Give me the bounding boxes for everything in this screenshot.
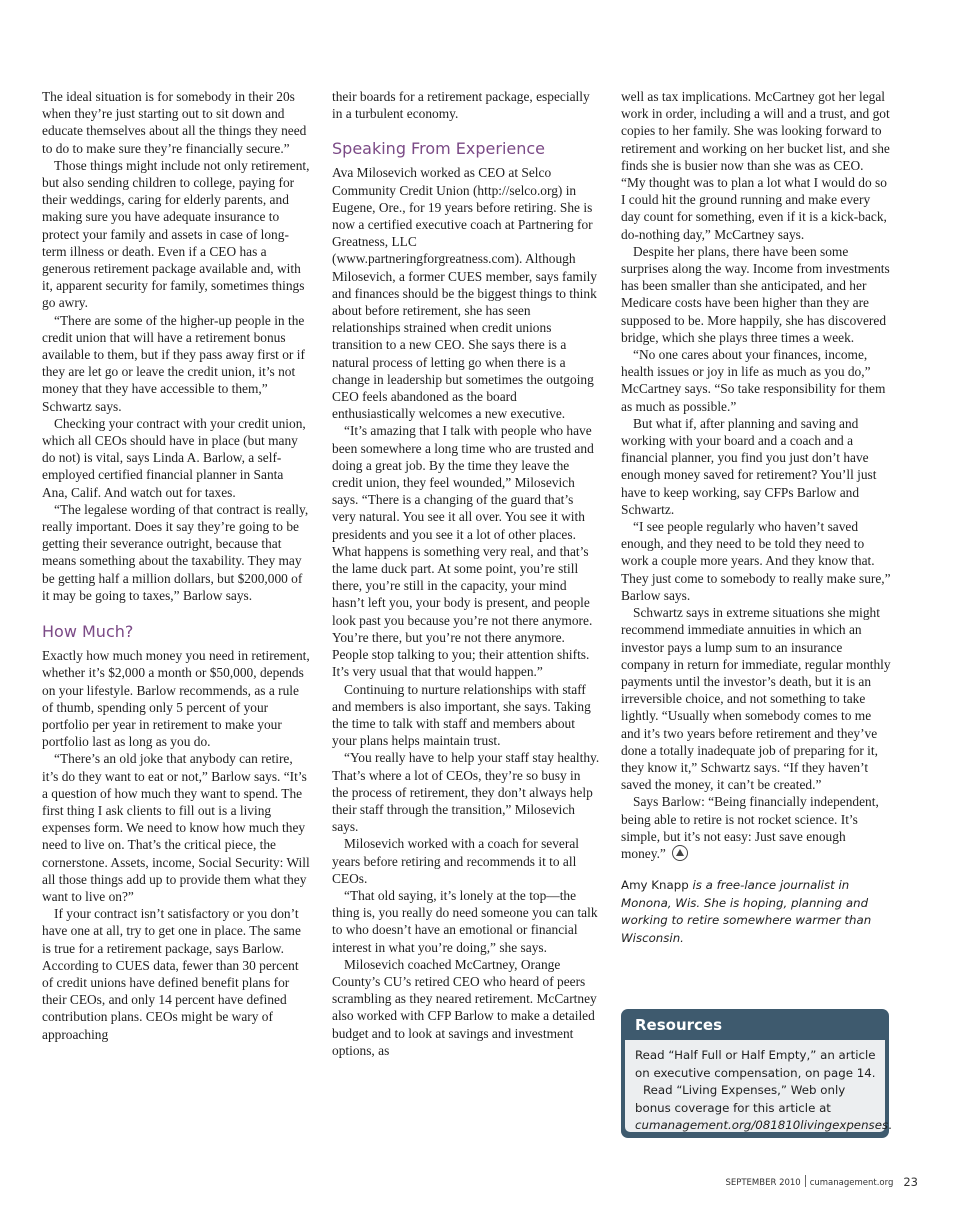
cues-end-mark-icon bbox=[672, 845, 688, 861]
paragraph: But what if, after planning and saving and working with your board and a coach and a financial planner, you find you just don’t have enough money saved for retirement? You’ll just have to keep working, say CFPs Barlow and Schwartz. bbox=[621, 415, 877, 517]
column-2 bbox=[332, 88, 600, 1059]
paragraph: Despite her plans, there have been some surprises along the way. Income from investments has been smaller than she anticipated, and her Medicare costs have been higher than they are supposed to be. More happily, she has discovered bridge, which she plays three times a week. bbox=[621, 243, 890, 345]
resources-body bbox=[625, 1040, 892, 1132]
paragraph: Exactly how much money you need in retirement, whether it’s $2,000 a month or $50,000, depends on your lifestyle. Barlow recommends, as a rule of thumb, spending only 5 percent of your portfolio per year in retirement to make your portfolio last as long as you do. bbox=[42, 648, 310, 750]
paragraph: If your contract isn’t satisfactory or you don’t have one at all, try to get one in place. The same is true for a retirement package, says Barlow. According to CUES data, fewer than 30 percent of credit unions have defined benefit plans for their CEOs, and only 14 percent have defined contribution plans. CEOs might be wary of approaching bbox=[42, 906, 301, 1042]
paragraph: “No one cares about your finances, income, health issues or joy in life as much as you do,” McCartney says. “So take responsibility for them as much as possible.” bbox=[621, 347, 886, 414]
page-number: 23 bbox=[903, 1175, 918, 1189]
paragraph: “It’s amazing that I talk with people who have been somewhere a long time who are trusted and doing a great job. By the time they leave the credit union, they feel wounded,” Milosevich says. “There is a changing of the guard that’s very natural. You see it all over. You see it with presidents and you see it a lot of other places. What happens is something very real, and that’s the lame duck part. At some point, you’re still there, you’re still in the capacity, your mind hasn’t left you, your body is present, and people look past you because you’re not there anymore. You’re there, but you’re not there anymore. People stop talking to you; their attention shifts. It’s very usual that that would happen.” bbox=[332, 423, 594, 680]
paragraph: Schwartz says in extreme situations she might recommend immediate annuities in which an investor pays a lump sum to an insurance company in return for immediate, regular monthly payments until the investor’s death, but it is an irreversible choice, and not something to take lightly. “Usually when somebody comes to me and it’s two years before retirement and they’ve done a totally inadequate job of preparing for it, they know it,” Schwartz says. “If they haven’t saved the money, it can’t be created.” bbox=[621, 605, 891, 793]
paragraph: Milosevich worked with a coach for several years before retiring and recommends it to all CEOs. bbox=[332, 836, 579, 886]
column-3 bbox=[621, 88, 891, 947]
footer-separator bbox=[805, 1175, 806, 1187]
paragraph: Those things might include not only retirement, but also sending children to college, paying for their weddings, caring for elderly parents, and making sure you have adequate insurance to protect your family and assets in case of long-term illness or death. Even if a CEO has a generous retirement package available and, with it, apparent security for family, sometimes things go awry. bbox=[42, 157, 310, 311]
author-bio bbox=[621, 877, 891, 947]
paragraph: Checking your contract with your credit union, which all CEOs should have in place (but many do not) is vital, says Linda A. Barlow, a self-employed certified financial planner in Santa Ana, Calif. And watch out for taxes. bbox=[42, 415, 306, 500]
paragraph: “The legalese wording of that contract is really, really important. Does it say they’re going to be getting their severance outright, because that means something about the taxability. They may be getting half a million dollars, but $200,000 of it may be going to taxes,” Barlow says. bbox=[42, 501, 309, 603]
paragraph: Ava Milosevich worked as CEO at Selco Community Credit Union (http://selco.org) in Eugene, Ore., for 19 years before retiring. She is now a certified executive coach at Partnering for Greatness, LLC (www.partneringforgreatness.com). Although Milosevich, a former CUES member, says family and finances should be the biggest things to think about before retirement, she has seen relationships strained when credit unions transition to a new CEO. She says there is a natural process of letting go when there is a change in leadership but sometimes the outgoing CEO feels abandoned as the board enthusiastically welcomes a new executive. bbox=[332, 165, 597, 422]
paragraph: well as tax implications. McCartney got her legal work in order, including a will and a trust, and got copies to her family. She was looking forward to retirement and working on her bucket list, and she finds she is busier now than she was as CEO. “My thought was to plan a lot what I would do so I could hit the ground running and make every day count for something, even if it is a kick-back, do-nothing day,” McCartney says. bbox=[621, 89, 890, 242]
section-heading-how-much: How Much? bbox=[42, 622, 134, 642]
paragraph: “There’s an old joke that anybody can retire, it’s do they want to eat or not,” Barlow says. “It’s a question of how much they want to spend. The first thing I ask clients to fill out is a living expenses form. We need to know how much they need to live on. That’s the critical piece, the cornerstone. Assets, income, Social Security: Will all those things add up to provide them what they want to live on?” bbox=[42, 751, 310, 904]
resources-line-2 bbox=[635, 1082, 892, 1135]
paragraph: “I see people regularly who haven’t saved enough, and they need to be told they need to work a couple more years. And they know that. They just come to somebody to really make sure,” Barlow says. bbox=[621, 519, 891, 603]
author-name: Amy Knapp bbox=[621, 878, 689, 893]
paragraph: “You really have to help your staff stay healthy. That’s where a lot of CEOs, they’re so busy in the process of retirement, they don’t always help their staff through the transition,” Milosevich says. bbox=[332, 750, 600, 835]
paragraph: Continuing to nurture relationships with staff and members is also important, she says. Taking the time to talk with staff and members about your plans helps maintain trust. bbox=[332, 681, 591, 749]
resources-line-2-suffix: . bbox=[888, 1118, 892, 1132]
resources-title: Resources bbox=[635, 1016, 723, 1034]
paragraph: “That old saying, it’s lonely at the top—the thing is, you really do need someone you can talk to who doesn’t have an emotional or financial interest in what you’re doing,” she says. bbox=[332, 887, 598, 955]
resources-line-1: Read “Half Full or Half Empty,” an article on executive compensation, on page 14. bbox=[635, 1048, 876, 1080]
page-footer bbox=[725, 1175, 918, 1189]
author-bio-text: is a free-lance journalist in Monona, Wis. She is hoping, planning and working to retire somewhere warmer than Wisconsin. bbox=[621, 878, 872, 945]
paragraph-final-text: Says Barlow: “Being financially independent, being able to retire is not rocket science. It’s simple, but it’s not easy: Just save enough money.” bbox=[621, 794, 879, 861]
resources-link[interactable]: cumanagement.org/081810livingexpenses bbox=[635, 1118, 889, 1132]
paragraph: “There are some of the higher-up people in the credit union that will have a retirement bonus available to them, but if they pass away first or if they are let go or leave the credit union, it’s not money that they have accessible to them,” Schwartz says. bbox=[42, 312, 305, 414]
section-heading-speaking-from-experience: Speaking From Experience bbox=[332, 139, 546, 159]
paragraph: The ideal situation is for somebody in their 20s when they’re just starting out to sit down and educate themselves about all the things they need to do to make sure they’re financially secure.” bbox=[42, 89, 307, 156]
footer-date: SEPTEMBER 2010 bbox=[725, 1178, 801, 1188]
resources-line-2-prefix: Read “Living Expenses,” Web only bonus coverage for this article at bbox=[635, 1083, 846, 1115]
paragraph: their boards for a retirement package, especially in a turbulent economy. bbox=[332, 89, 590, 122]
resources-box bbox=[621, 1009, 892, 1138]
column-1 bbox=[42, 88, 310, 1043]
paragraph-final bbox=[621, 793, 891, 862]
footer-site: cumanagement.org bbox=[809, 1178, 894, 1188]
paragraph: Milosevich coached McCartney, Orange County’s CU’s retired CEO who heard of peers scrambling as they neared retirement. McCartney also worked with CFP Barlow to make a detailed budget and to look at savings and investment options, as bbox=[332, 956, 597, 1058]
